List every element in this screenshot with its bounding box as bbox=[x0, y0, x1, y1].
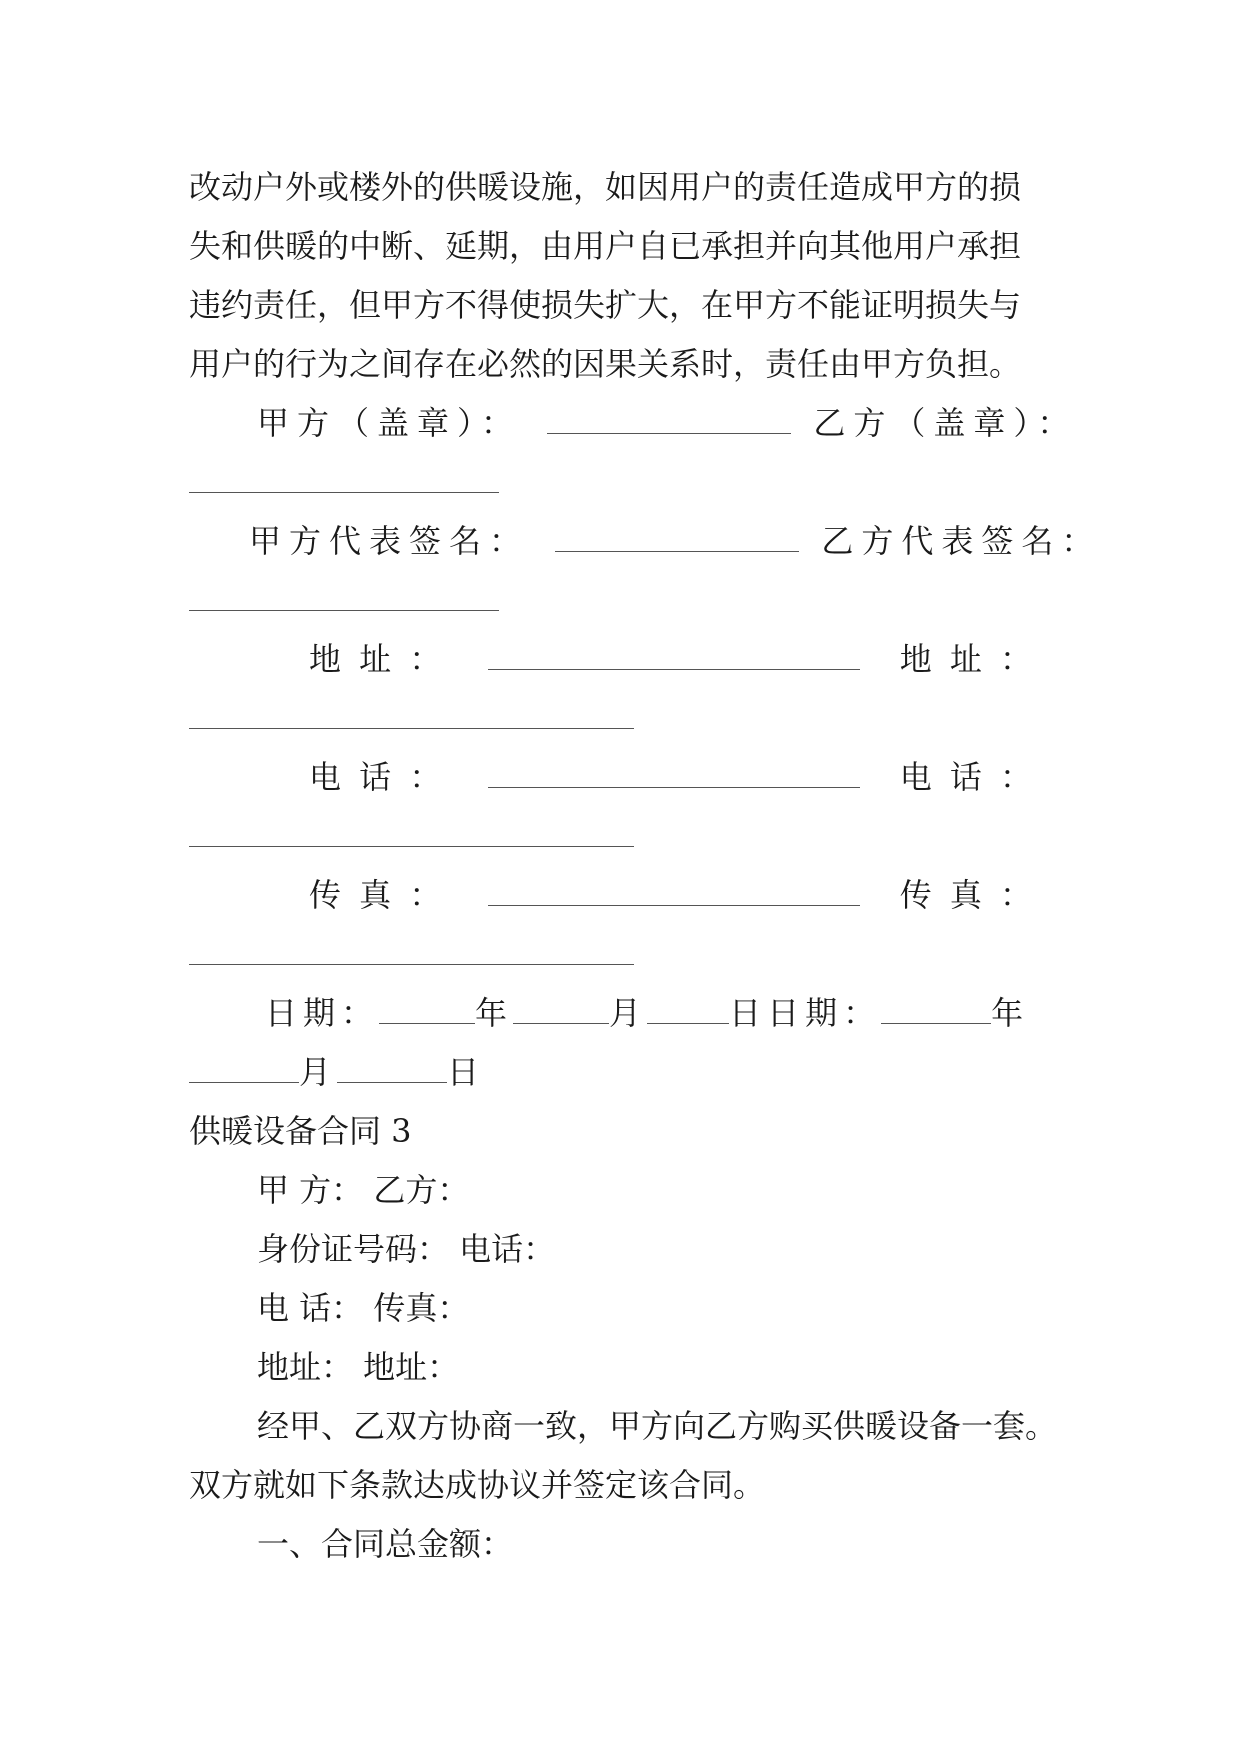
date-b-day-blank[interactable] bbox=[337, 1060, 447, 1083]
party-a-seal-blank[interactable] bbox=[547, 411, 791, 434]
address-row bbox=[189, 630, 1059, 689]
phone-b-label: 电 话 ： bbox=[899, 758, 1037, 796]
paragraph-line: 失和供暖的中断、延期，由用户自已承担并向其他用户承担 bbox=[189, 227, 1022, 265]
phone-row bbox=[189, 748, 1059, 807]
year-label: 年 bbox=[991, 994, 1030, 1032]
phone-line: 电 话： 传真： bbox=[257, 1289, 470, 1327]
intro-line: 双方就如下条款达成协议并签定该合同。 bbox=[189, 1466, 766, 1504]
fax-continuation bbox=[189, 925, 1059, 984]
clause-heading: 一、合同总金额： bbox=[257, 1525, 514, 1563]
date-continuation bbox=[189, 1043, 1059, 1102]
address-continuation bbox=[189, 689, 1059, 748]
fax-b-blank[interactable] bbox=[189, 942, 634, 965]
paragraph-line: 用户的行为之间存在必然的因果关系时，责任由甲方负担。 bbox=[189, 345, 1022, 383]
address-b-blank[interactable] bbox=[189, 706, 634, 729]
seal-continuation bbox=[189, 453, 1059, 512]
party-b-rep-blank[interactable] bbox=[189, 588, 499, 611]
party-b-seal-label: 乙方（盖章）： bbox=[813, 404, 1078, 442]
phone-a-label: 电 话 ： bbox=[309, 758, 446, 796]
party-b-rep-label: 乙方代表签名： bbox=[821, 522, 1102, 560]
id-line: 身份证号码： 电话： bbox=[257, 1230, 556, 1268]
date-row bbox=[189, 984, 1059, 1043]
year-label: 年 bbox=[475, 994, 514, 1032]
fax-row bbox=[189, 866, 1059, 925]
paragraph-line: 改动户外或楼外的供暖设施，如因用户的责任造成甲方的损 bbox=[189, 168, 1022, 206]
party-a-rep-label: 甲方代表签名： bbox=[249, 522, 530, 560]
party-line: 甲 方： 乙方： bbox=[257, 1171, 470, 1209]
date-b-month-blank[interactable] bbox=[189, 1060, 299, 1083]
party-a-rep-blank[interactable] bbox=[555, 529, 799, 552]
fax-b-label: 传 真 ： bbox=[899, 876, 1037, 914]
date-a-year-blank[interactable] bbox=[379, 1001, 475, 1024]
month-label: 月 bbox=[299, 1053, 338, 1091]
date-b-label: 日期： bbox=[767, 994, 882, 1032]
date-a-label: 日期： bbox=[265, 994, 380, 1032]
address-line: 地址： 地址： bbox=[257, 1348, 460, 1386]
paragraph-line: 违约责任，但甲方不得使损失扩大，在甲方不能证明损失与 bbox=[189, 286, 1022, 324]
document-page bbox=[189, 158, 1102, 1574]
fax-a-label: 传 真 ： bbox=[309, 876, 446, 914]
month-label: 月 bbox=[609, 994, 648, 1032]
party-a-seal-label: 甲方（盖章）： bbox=[257, 404, 522, 442]
date-b-year-blank[interactable] bbox=[881, 1001, 991, 1024]
representative-continuation bbox=[189, 571, 1059, 630]
phone-b-blank[interactable] bbox=[189, 824, 634, 847]
representative-row bbox=[189, 512, 1102, 571]
phone-continuation bbox=[189, 807, 1059, 866]
day-label: 日 bbox=[729, 994, 768, 1032]
contract-title: 供暖设备合同 3 bbox=[189, 1112, 412, 1150]
day-label: 日 bbox=[447, 1053, 486, 1091]
address-a-label: 地 址 ： bbox=[309, 640, 446, 678]
phone-a-blank[interactable] bbox=[488, 765, 860, 788]
fax-a-blank[interactable] bbox=[488, 883, 860, 906]
date-a-day-blank[interactable] bbox=[647, 1001, 729, 1024]
address-b-label: 地 址 ： bbox=[899, 640, 1037, 678]
clause-paragraph bbox=[189, 158, 1059, 394]
party-b-seal-blank[interactable] bbox=[189, 470, 499, 493]
date-a-month-blank[interactable] bbox=[513, 1001, 609, 1024]
address-a-blank[interactable] bbox=[488, 647, 860, 670]
seal-row bbox=[189, 394, 1078, 453]
intro-line: 经甲、乙双方协商一致，甲方向乙方购买供暖设备一套。 bbox=[257, 1407, 1058, 1445]
